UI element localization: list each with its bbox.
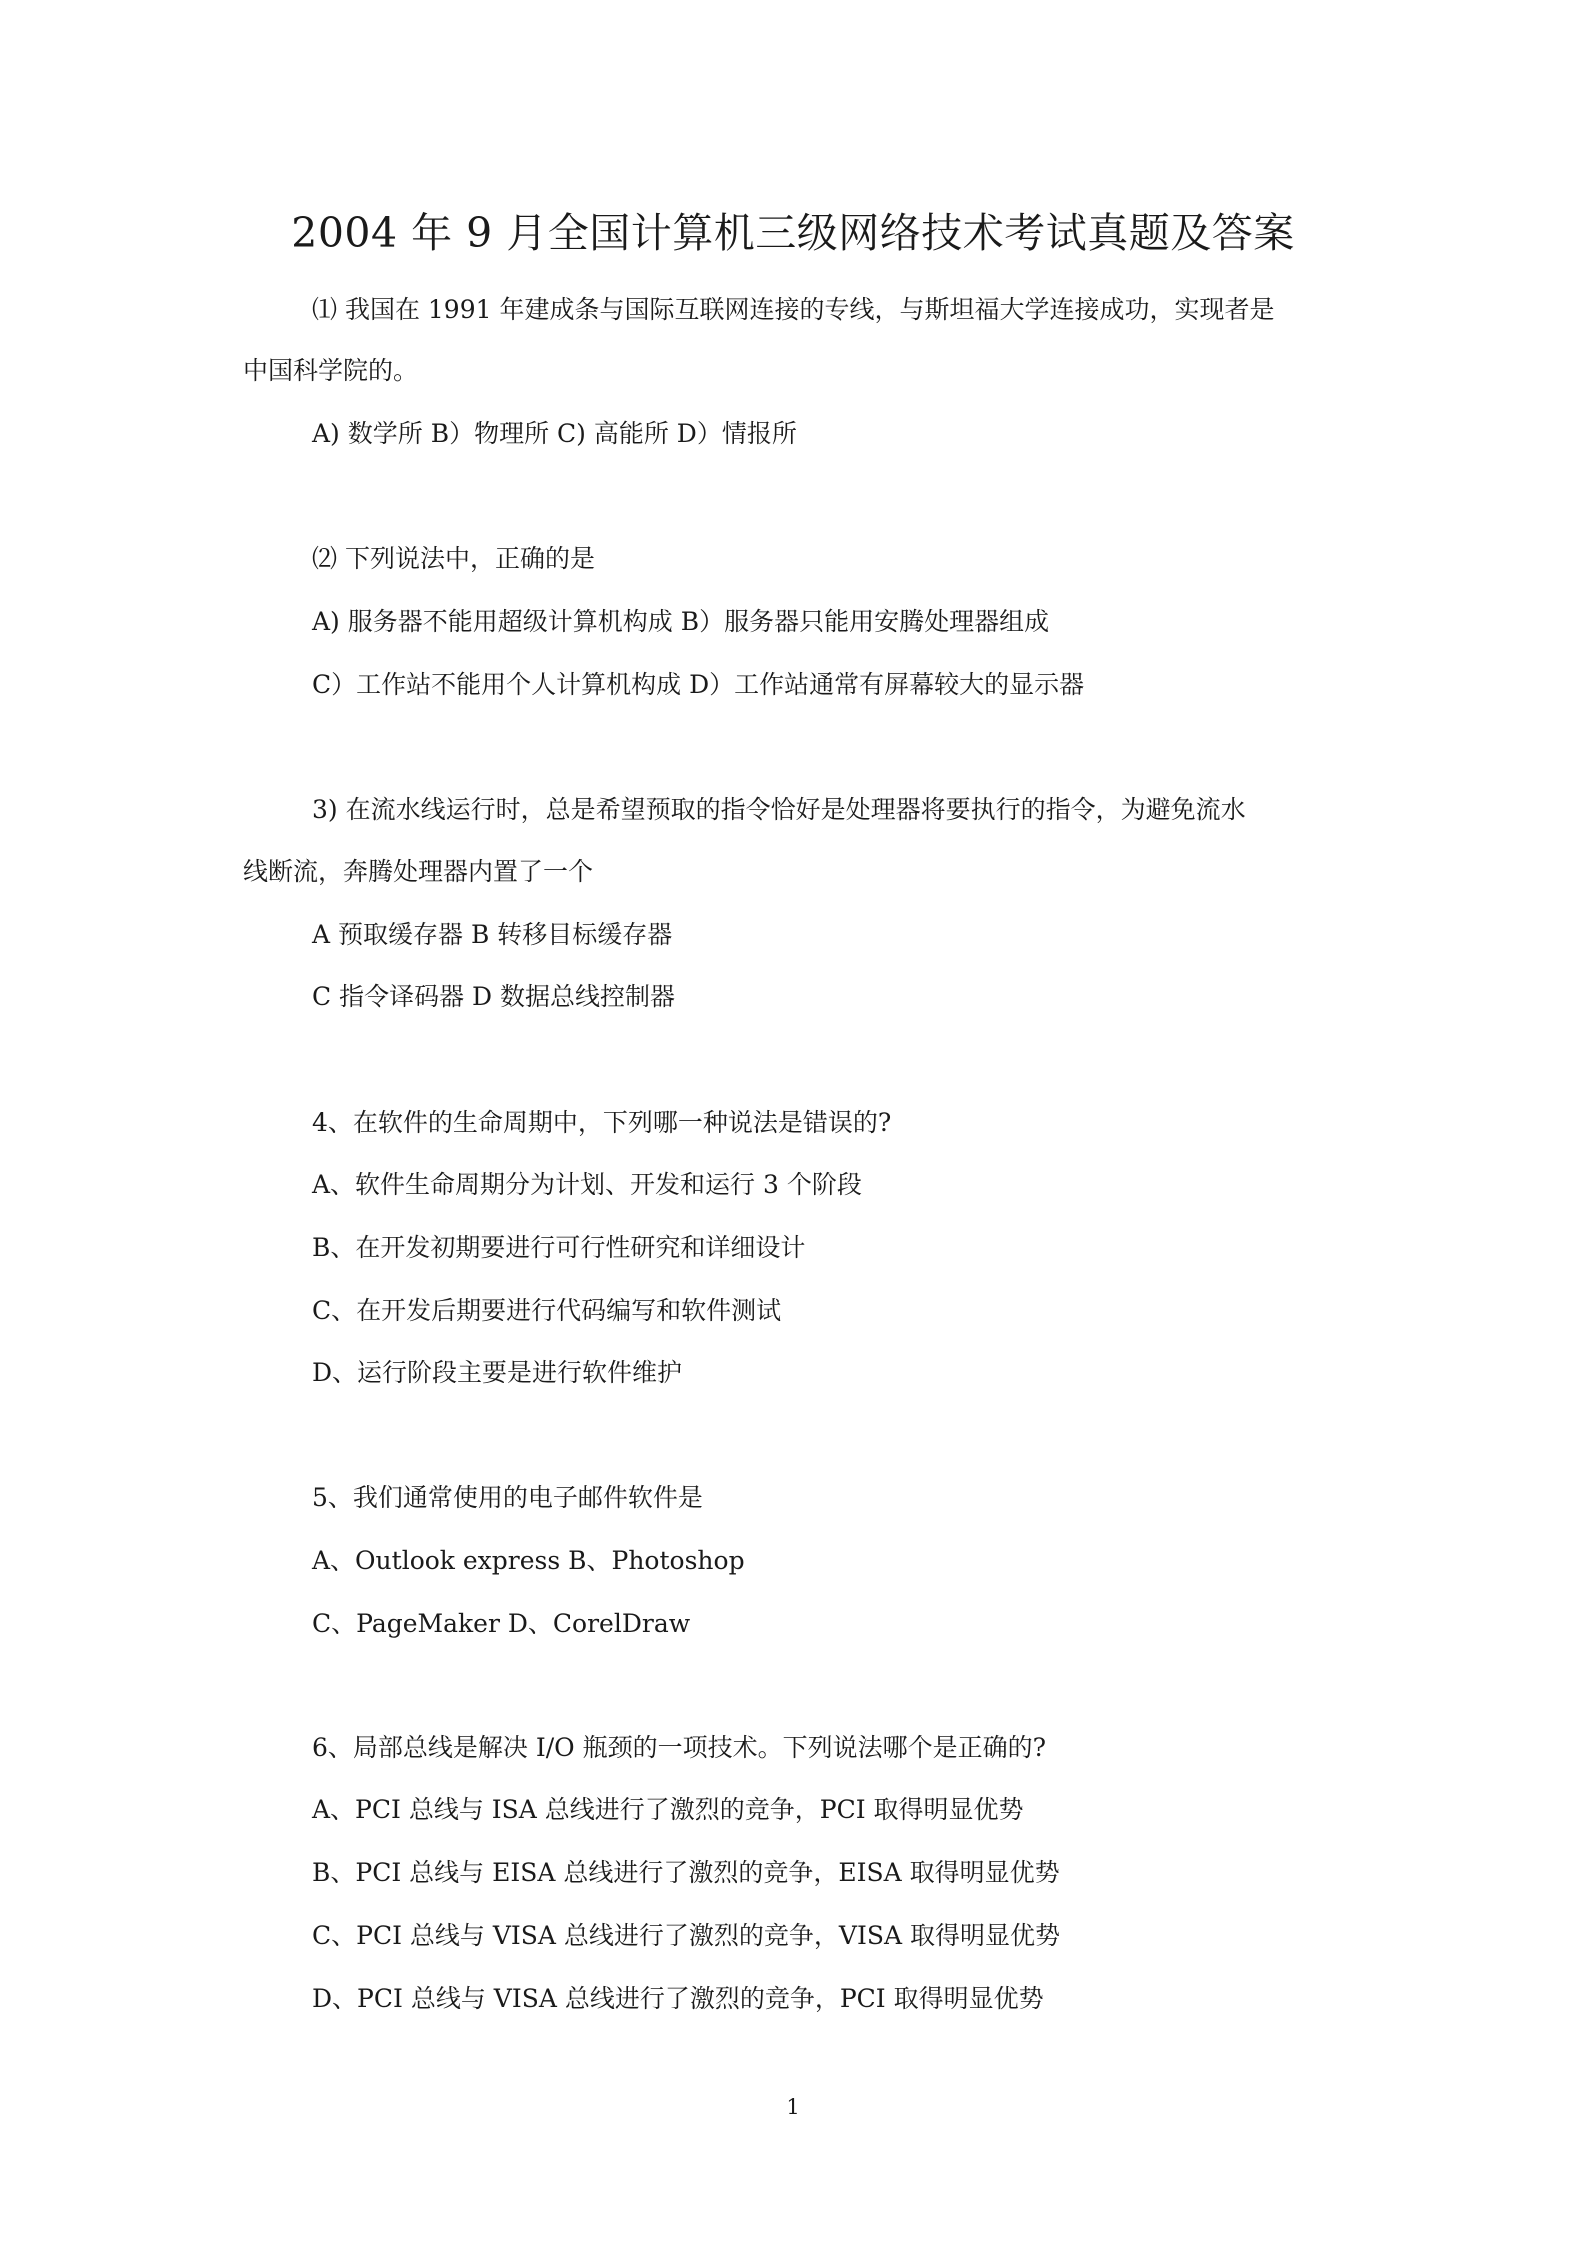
question-2-options-cd: C）工作站不能用个人计算机构成 D）工作站通常有屏幕较大的显示器 (312, 670, 1085, 699)
question-4-option-c: C、在开发后期要进行代码编写和软件测试 (312, 1296, 782, 1325)
question-3-options-ab: A 预取缓存器 B 转移目标缓存器 (312, 920, 673, 949)
question-6-option-d: D、PCI 总线与 VISA 总线进行了激烈的竞争，PCI 取得明显优势 (312, 1984, 1044, 2013)
question-4-option-a: A、软件生命周期分为计划、开发和运行 3 个阶段 (312, 1170, 862, 1199)
question-6-option-c: C、PCI 总线与 VISA 总线进行了激烈的竞争，VISA 取得明显优势 (312, 1921, 1060, 1950)
question-1-options: A) 数学所 B）物理所 C) 高能所 D）情报所 (312, 419, 797, 448)
page-title: 2004 年 9 月全国计算机三级网络技术考试真题及答案 (291, 209, 1295, 257)
question-3-stem-line-2: 线断流，奔腾处理器内置了一个 (243, 857, 594, 886)
question-2-options-ab: A) 服务器不能用超级计算机构成 B）服务器只能用安腾处理器组成 (312, 607, 1050, 636)
question-1-stem-line-1: ⑴ 我国在 1991 年建成条与国际互联网连接的专线，与斯坦福大学连接成功，实现者是 (312, 295, 1275, 324)
question-6-stem: 6、局部总线是解决 I/O 瓶颈的一项技术。下列说法哪个是正确的? (312, 1733, 1046, 1762)
question-2-stem: ⑵ 下列说法中，正确的是 (312, 544, 595, 573)
question-5-options-cd: C、PageMaker D、CorelDraw (312, 1609, 691, 1638)
question-1-stem-line-2: 中国科学院的。 (243, 356, 419, 385)
question-5-options-ab: A、Outlook express B、Photoshop (312, 1546, 745, 1575)
question-3-stem-line-1: 3) 在流水线运行时，总是希望预取的指令恰好是处理器将要执行的指令，为避免流水 (312, 795, 1246, 824)
question-6-option-a: A、PCI 总线与 ISA 总线进行了激烈的竞争，PCI 取得明显优势 (312, 1795, 1024, 1824)
question-4-option-d: D、运行阶段主要是进行软件维护 (312, 1358, 683, 1387)
page-number: 1 (786, 2095, 800, 2119)
question-3-options-cd: C 指令译码器 D 数据总线控制器 (312, 982, 676, 1011)
question-6-option-b: B、PCI 总线与 EISA 总线进行了激烈的竞争，EISA 取得明显优势 (312, 1858, 1060, 1887)
question-4-option-b: B、在开发初期要进行可行性研究和详细设计 (312, 1233, 806, 1262)
question-4-stem: 4、在软件的生命周期中，下列哪一种说法是错误的? (312, 1108, 892, 1137)
question-5-stem: 5、我们通常使用的电子邮件软件是 (312, 1483, 703, 1512)
